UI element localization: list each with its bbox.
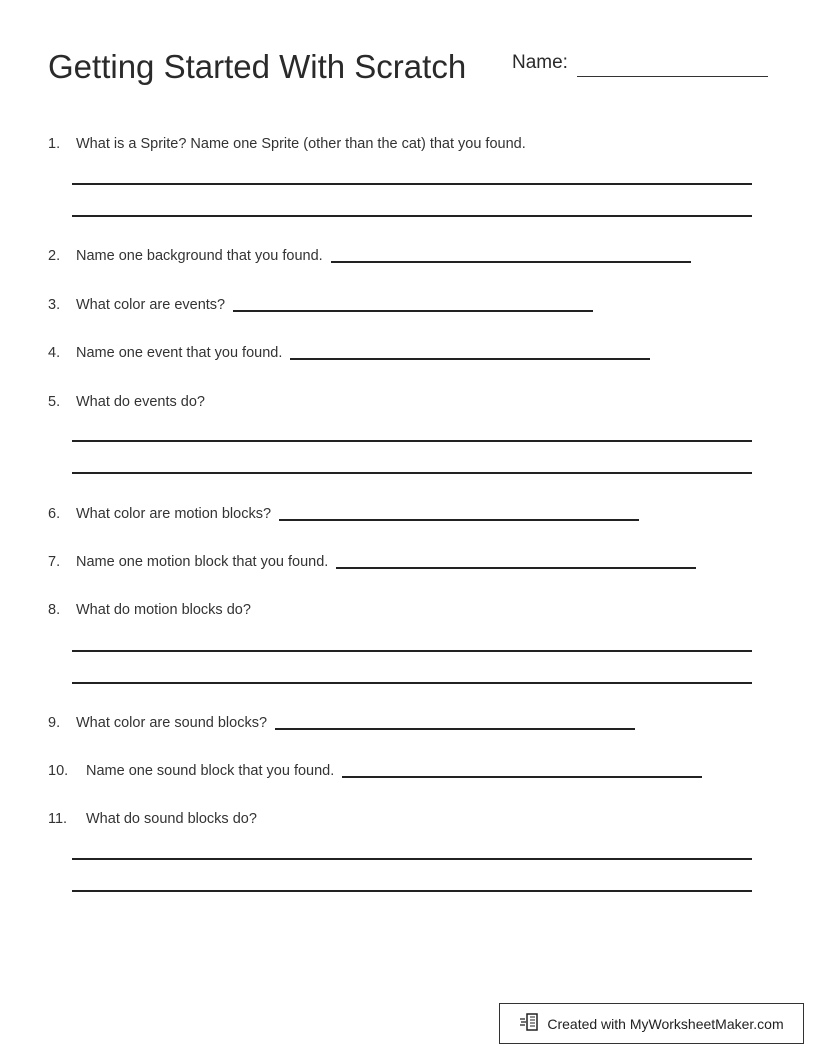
answer-line[interactable] xyxy=(72,472,752,474)
question-text: What do sound blocks do? xyxy=(86,811,257,827)
answer-line[interactable] xyxy=(72,440,752,442)
answer-line[interactable] xyxy=(336,567,696,569)
question-text: What color are motion blocks? xyxy=(76,506,272,522)
footer-badge[interactable] xyxy=(499,1003,804,1044)
question-text: Name one sound block that you found. xyxy=(86,763,335,779)
question-11 xyxy=(48,811,257,827)
answer-line[interactable] xyxy=(233,310,593,312)
page-title: Getting Started With Scratch xyxy=(48,48,467,85)
question-7 xyxy=(48,554,696,570)
question-text: What color are events? xyxy=(76,297,226,313)
question-number: 11. xyxy=(48,811,68,827)
answer-line[interactable] xyxy=(290,358,650,360)
question-text: What is a Sprite? Name one Sprite (other than the cat) that you found. xyxy=(76,136,526,152)
question-number: 6. xyxy=(48,506,61,522)
answer-line[interactable] xyxy=(72,682,752,684)
answer-line[interactable] xyxy=(72,890,752,892)
question-6 xyxy=(48,506,639,522)
question-10 xyxy=(48,763,702,779)
question-text: Name one event that you found. xyxy=(76,345,283,361)
question-number: 4. xyxy=(48,345,61,361)
question-number: 1. xyxy=(48,136,61,152)
question-text: Name one background that you found. xyxy=(76,248,323,264)
question-9 xyxy=(48,715,635,731)
question-number: 9. xyxy=(48,715,61,731)
question-number: 7. xyxy=(48,554,61,570)
question-text: What do events do? xyxy=(76,394,205,410)
question-number: 10. xyxy=(48,763,69,779)
question-1 xyxy=(48,136,526,152)
answer-line[interactable] xyxy=(275,728,635,730)
question-5 xyxy=(48,394,205,410)
footer-text: Created with MyWorksheetMaker.com xyxy=(547,1015,784,1032)
answer-line[interactable] xyxy=(342,776,702,778)
answer-line[interactable] xyxy=(331,261,691,263)
question-text: What do motion blocks do? xyxy=(76,602,251,618)
question-3 xyxy=(48,297,593,313)
question-text: What color are sound blocks? xyxy=(76,715,268,731)
question-4 xyxy=(48,345,650,361)
question-number: 3. xyxy=(48,297,61,313)
question-8 xyxy=(48,602,251,618)
name-field[interactable] xyxy=(577,76,768,77)
question-text: Name one motion block that you found. xyxy=(76,554,329,570)
name-label: Name: xyxy=(512,52,568,73)
answer-line[interactable] xyxy=(279,519,639,521)
answer-line[interactable] xyxy=(72,183,752,185)
question-number: 8. xyxy=(48,602,61,618)
question-2 xyxy=(48,248,691,264)
question-number: 2. xyxy=(48,248,61,264)
myworksheetmaker-logo-icon xyxy=(519,1011,541,1036)
answer-line[interactable] xyxy=(72,858,752,860)
question-number: 5. xyxy=(48,394,61,410)
answer-line[interactable] xyxy=(72,215,752,217)
answer-line[interactable] xyxy=(72,650,752,652)
